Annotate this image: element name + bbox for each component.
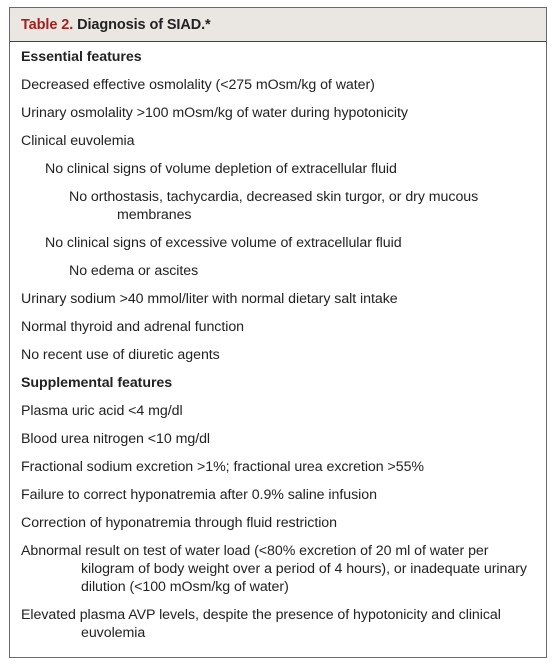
list-item: No clinical signs of excessive volume of extracellular fluid xyxy=(45,235,402,251)
list-item: No recent use of diuretic agents xyxy=(21,347,220,363)
list-item: No orthostasis, tachycardia, decreased skin turgor, or dry mucous membranes xyxy=(69,189,479,223)
section-heading-supplemental: Supplemental features xyxy=(21,375,173,391)
list-item: Decreased effective osmolality (<275 mOsm/kg of water) xyxy=(21,77,375,93)
list-item: Fractional sodium excretion >1%; fractional urea excretion >55% xyxy=(21,459,424,475)
diagnosis-table xyxy=(9,7,547,658)
table-title xyxy=(77,17,210,33)
list-item: Urinary osmolality >100 mOsm/kg of water during hypotonicity xyxy=(21,105,408,121)
table-label: Table 2. xyxy=(21,16,74,33)
list-item: No clinical signs of volume depletion of extracellular fluid xyxy=(45,161,397,177)
list-item: Abnormal result on test of water load (<80% excretion of 20 ml of water per kilogram of body weight over a period of 4 hours), or inadequate urinary dilution (<100 mOsm/kg of water) xyxy=(21,543,527,595)
list-item: Failure to correct hyponatremia after 0.9% saline infusion xyxy=(21,487,377,503)
list-item: Plasma uric acid <4 mg/dl xyxy=(21,403,183,419)
section-heading-essential: Essential features xyxy=(21,49,142,65)
list-item: Blood urea nitrogen <10 mg/dl xyxy=(21,431,211,447)
list-item: Urinary sodium >40 mmol/liter with normal dietary salt intake xyxy=(21,291,398,307)
list-item: Clinical euvolemia xyxy=(21,133,135,149)
footnote-mark: * xyxy=(205,16,211,33)
table-header xyxy=(10,8,546,42)
list-item: No edema or ascites xyxy=(69,263,199,279)
list-item: Elevated plasma AVP levels, despite the presence of hypotonicity and clinical euvolemia xyxy=(21,607,501,641)
table-body xyxy=(10,42,546,642)
list-item: Normal thyroid and adrenal function xyxy=(21,319,245,335)
list-item: Correction of hyponatremia through fluid restriction xyxy=(21,515,337,531)
table-title-text: Diagnosis of SIAD. xyxy=(77,16,206,33)
